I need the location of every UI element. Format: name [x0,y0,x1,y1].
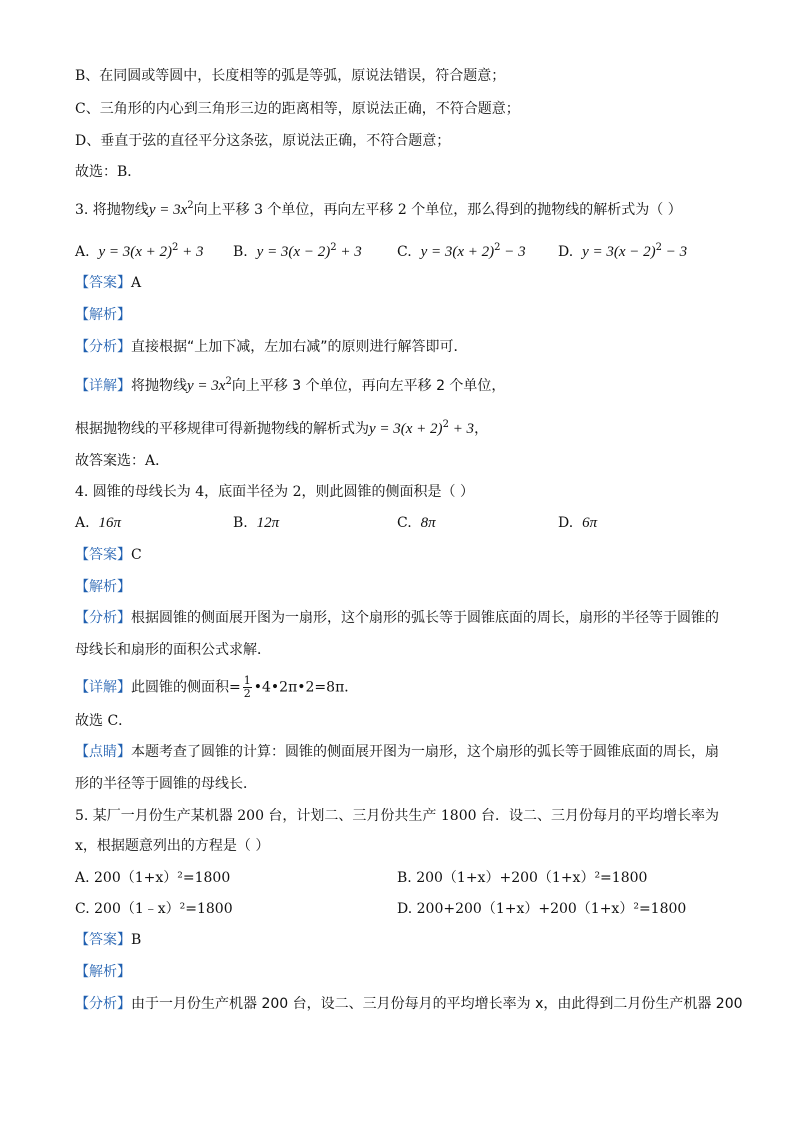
option-value: 200+200（1+x）+200（1+x）²=1800 [416,901,687,917]
q4-fenxi-1 [75,608,719,628]
option-formula-tail: + 3 [336,244,362,260]
q3-choose: 故答案选：A． [75,453,170,469]
q4-fenxi-2: 母线长和扇形的面积公式求解． [75,642,271,658]
option-value: 200（1+x）+200（1+x）²=1800 [416,870,648,886]
q5-fenxi [75,994,743,1014]
option-label: B. [397,870,412,886]
q3-stem [75,196,682,220]
fenxi-tag: 【分析】 [75,339,131,355]
dianjing-tag: 【点睛】 [75,744,131,760]
q3-stem-b: 向上平移 3 个单位，再向左平移 2 个单位，那么得到的抛物线的解析式为（ ） [193,202,682,218]
option-formula-tail: + 3 [178,244,204,260]
option-value: 200（1+x）²=1800 [94,870,231,886]
q3-option-d [558,238,687,262]
option-exp: 2 [330,242,337,253]
q3-answer [75,273,141,293]
c-line: C、三角形的内心到三角形三边的距离相等，原说法正确，不符合题意； [75,101,520,117]
xiangjie-tag: 【详解】 [75,679,131,696]
option-label: D. [558,515,574,531]
q4-stem: 4. 圆锥的母线长为 4，底面半径为 2，则此圆锥的侧面积是（ ） [75,484,474,500]
option-value: 200（1﹣x）²=1800 [94,901,233,917]
answer-tag: 【答案】 [75,547,131,563]
rule-formula: y = 3(x + 2) [369,421,443,437]
option-formula-tail: − 3 [662,244,688,260]
q4-answer [75,545,142,565]
d-line: D、垂直于弦的直径平分这条弦，原说法正确，不符合题意； [75,133,451,149]
q5-stem-1: 5. 某厂一月份生产某机器 200 台，计划二、三月份共生产 1800 台．设二、三月份每月的平均增长率为 [75,808,719,824]
q4-option-b [233,513,279,533]
option-value: 6π [582,515,598,531]
q3-jiexi [75,305,131,325]
xiangjie-exp: 2 [225,376,232,387]
option-label: B. [233,244,248,260]
q2-choose: 故选：B． [75,164,142,180]
q4-option-a [75,513,121,533]
option-formula: y = 3(x + 2) [98,244,173,260]
rule-end: ， [474,421,489,437]
q5-option-b [397,868,647,888]
fraction-denominator: 2 [243,687,251,700]
option-label: A. [75,870,90,886]
fenxi-text: 由于一月份生产机器 200 台，设二、三月份每月的平均增长率为 x，由此得到二月份生产机器 200 [131,996,743,1012]
q4-choose: 故选 C． [75,713,133,729]
answer-value: B [131,932,142,948]
option-formula: y = 3(x − 2) [582,244,656,260]
answer-tag: 【答案】 [75,932,131,948]
option-exp: 2 [655,242,663,253]
b-line: B、在同圆或等圆中，长度相等的弧是等弧，原说法错误，符合题意； [75,68,506,84]
option-value: 8π [420,515,436,531]
q4-xiangjie [75,675,358,700]
option-label: D. [558,244,574,260]
fenxi-tag: 【分析】 [75,996,131,1012]
q5-option-d [397,899,686,919]
fraction [243,675,252,700]
q3-rule [75,415,488,439]
xiangjie-tag: 【详解】 [75,378,131,394]
option-exp: 2 [172,242,179,253]
q4-dianjing-2: 形的半径等于圆锥的母线长． [75,776,257,792]
option-label: C. [397,515,412,531]
q5-stem-2: x，根据题意列出的方程是（ ） [75,838,270,854]
jiexi-tag: 【解析】 [75,964,131,980]
dianjing-text: 本题考查了圆锥的计算：圆锥的侧面展开图为一扇形，这个扇形的弧长等于圆锥底面的周长，扇 [131,744,719,760]
fenxi-tag: 【分析】 [75,610,131,626]
xiangjie-text-b: 向上平移 3 个单位，再向左平移 2 个单位， [231,378,506,394]
q4-dianjing-1 [75,742,719,762]
q4-option-d [558,513,597,533]
q5-option-c [75,899,233,919]
option-formula: y = 3(x − 2) [256,244,331,260]
option-label: D. [397,901,413,917]
fenxi-text: 根据圆锥的侧面展开图为一扇形，这个扇形的弧长等于圆锥底面的周长，扇形的半径等于圆锥的 [131,610,719,626]
q3-option-c [397,238,526,262]
answer-value: A [131,275,142,291]
rule-formula-tail: + 3 [448,421,475,437]
answer-tag: 【答案】 [75,275,131,291]
option-label: B. [233,515,248,531]
q5-answer [75,930,141,950]
q3-fenxi [75,337,468,357]
xiangjie-text-b: •4•2π•2=8π． [253,679,359,696]
xiangjie-formula: y = 3x [187,378,226,394]
option-value: 12π [256,515,280,531]
answer-value: C [131,547,142,563]
option-formula-tail: − 3 [500,244,526,260]
xiangjie-text-a: 此圆锥的侧面积= [131,679,241,696]
q3-option-a [75,238,204,262]
q3-xiangjie [75,372,505,396]
option-label: A. [75,515,90,531]
q3-option-b [233,238,362,262]
option-formula: y = 3(x + 2) [420,244,495,260]
q3-stem-exp: 2 [187,200,194,211]
option-label: C. [75,901,90,917]
xiangjie-text-a: 将抛物线 [131,378,187,394]
fraction-numerator: 1 [243,674,251,687]
option-value: 16π [98,515,121,531]
jiexi-tag: 【解析】 [75,579,131,595]
jiexi-tag: 【解析】 [75,307,131,323]
q3-stem-formula: y = 3x [148,202,188,218]
option-label: C. [397,244,412,260]
option-label: A. [75,244,90,260]
q4-option-c [397,513,436,533]
fenxi-text: 直接根据“上加下减，左加右减”的原则进行解答即可． [131,339,468,355]
rule-exp: 2 [442,419,449,430]
q3-stem-a: 3. 将抛物线 [75,202,149,218]
q5-jiexi [75,962,131,982]
q4-jiexi [75,577,131,597]
option-exp: 2 [494,242,501,253]
q5-option-a [75,868,230,888]
rule-text: 根据抛物线的平移规律可得新抛物线的解析式为 [75,421,369,437]
